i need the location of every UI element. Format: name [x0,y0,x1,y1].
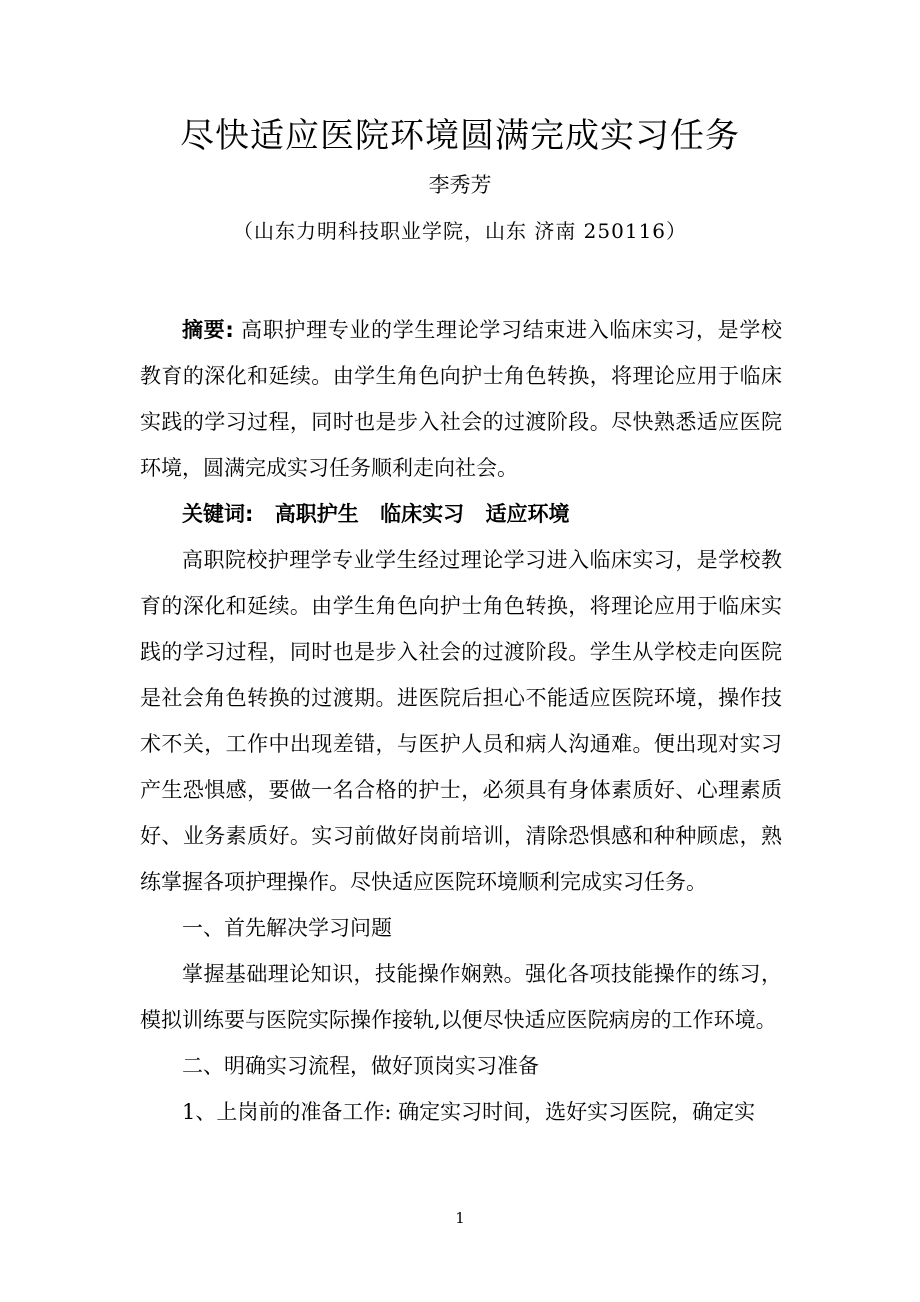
keyword-item: 高职护生 [274,502,359,526]
section-paragraph: 掌握基础理论知识，技能操作娴熟。强化各项技能操作的练习，模拟训练要与医院实际操作接轨,以便尽快适应医院病房的工作环境。 [140,962,782,1032]
section-heading: 二、明确实习流程，做好顶岗实习准备 [182,1054,539,1078]
paper-body [140,307,782,1135]
section-heading: 一、首先解决学习问题 [182,916,392,940]
keyword-item: 适应环境 [485,502,570,526]
keyword-item: 临床实习 [380,502,465,526]
paper-title: 尽快适应医院环境圆满完成实习任务 [180,116,740,156]
page-number: 1 [455,1209,465,1227]
intro-paragraph: 高职院校护理学专业学生经过理论学习进入临床实习，是学校教育的深化和延续。由学生角色向护士角色转换，将理论应用于临床实践的学习过程，同时也是步入社会的过渡阶段。学生从学校走向医院是社会角色转换的过渡期。进医院后担心不能适应医院环境，操作技术不关，工作中出现差错，与医护人员和病人沟通难。便出现对实习产生恐惧感，要做一名合格的护士，必须具有身体素质好、心理素质好、业务素质好。实习前做好岗前培训，清除恐惧感和种种顾虑，熟练掌握各项护理操作。尽快适应医院环境顺利完成实习任务。 [140,548,782,894]
keywords-paragraph [140,491,782,537]
abstract-paragraph [140,307,782,491]
abstract-text: 高职护理专业的学生理论学习结束进入临床实习，是学校教育的深化和延续。由学生角色向护士角色转换，将理论应用于临床实践的学习过程，同时也是步入社会的过渡阶段。尽快熟悉适应医院环境，圆满完成实习任务顺利走向社会。 [140,318,782,480]
abstract-label: 摘要: [182,318,234,342]
author-affiliation: （山东力明科技职业学院，山东 济南 250116） [232,219,688,243]
section-paragraph: 1、上岗前的准备工作: 确定实习时间，选好实习医院，确定实 [182,1100,756,1124]
keywords-label: 关键词: [182,502,254,526]
author-name: 李秀芳 [428,173,492,197]
